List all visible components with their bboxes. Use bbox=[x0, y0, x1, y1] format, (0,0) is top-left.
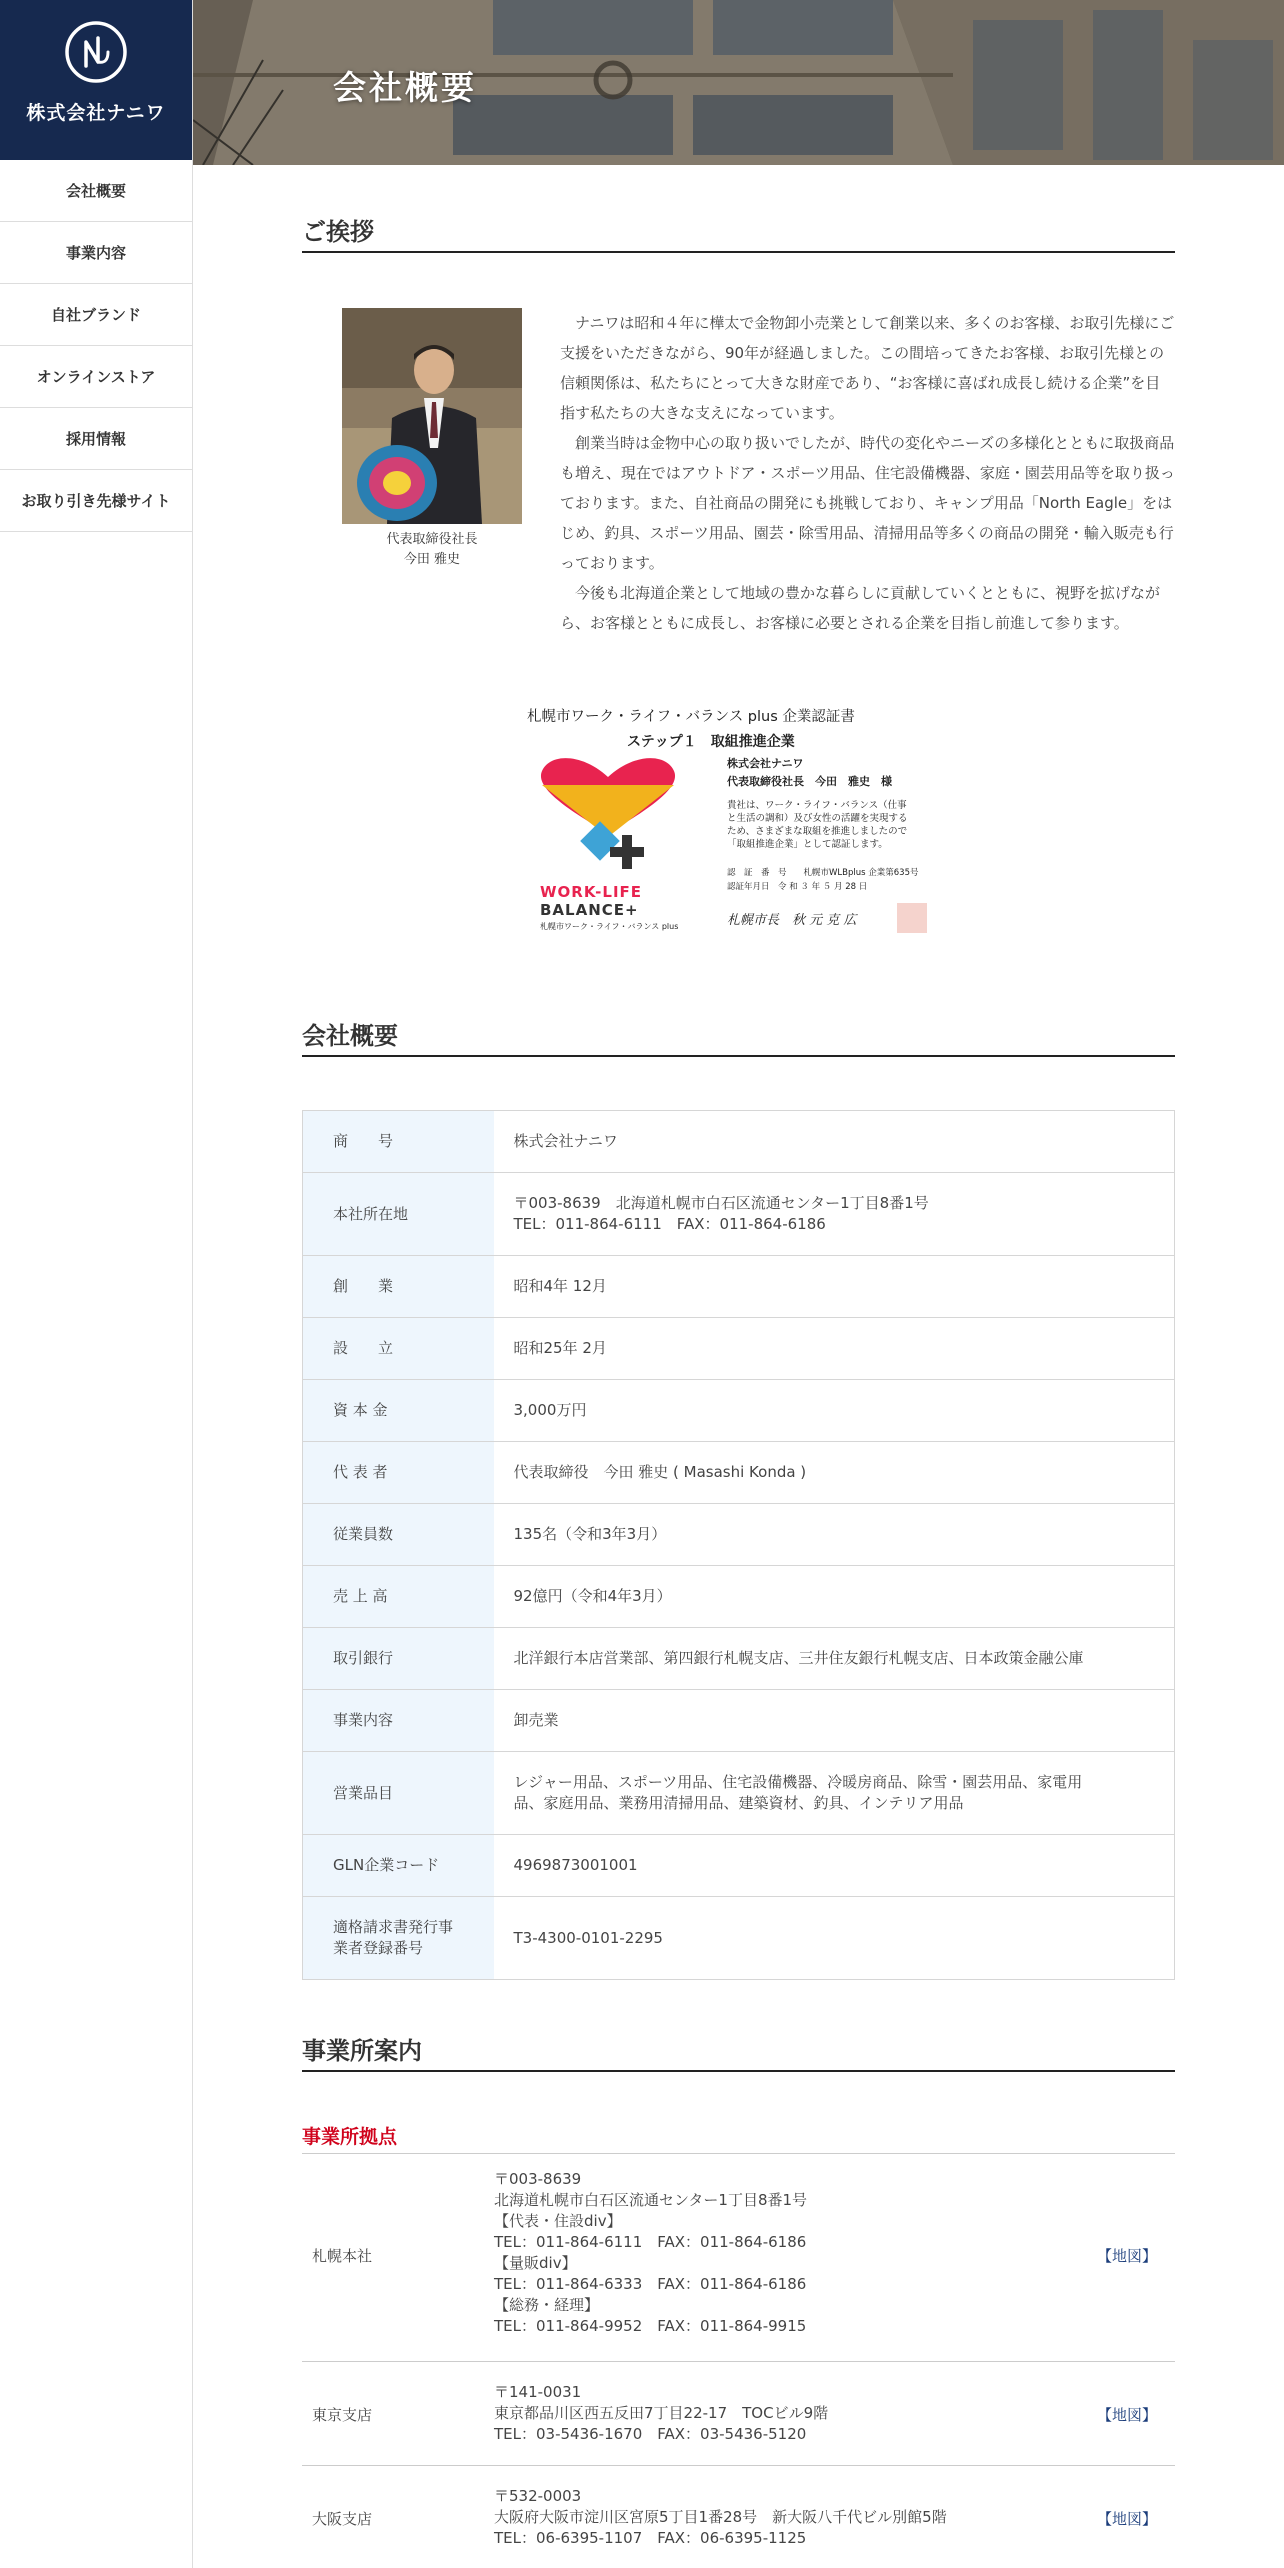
table-row bbox=[303, 1690, 1175, 1752]
company-name: 株式会社ナニワ bbox=[26, 102, 166, 124]
table-row bbox=[303, 1897, 1175, 1980]
overview-value: 昭和4年 12月 bbox=[494, 1256, 1175, 1318]
overview-value: 135名（令和3年3月） bbox=[494, 1504, 1175, 1566]
overview-value bbox=[494, 1752, 1175, 1835]
overview-key: 売 上 高 bbox=[303, 1566, 494, 1628]
cert-body-line: と生活の調和）及び女性の活躍を実現する bbox=[727, 813, 908, 824]
company-logo-icon bbox=[64, 20, 128, 84]
overview-key: 創 業 bbox=[303, 1256, 494, 1318]
president-caption bbox=[342, 530, 522, 570]
office-name: 東京支店 bbox=[312, 2406, 373, 2424]
office-map-link[interactable]: 【地図】 bbox=[1096, 2510, 1157, 2528]
overview-value: 北洋銀行本店営業部、第四銀行札幌支店、三井住友銀行札幌支店、日本政策金融公庫 bbox=[494, 1628, 1175, 1690]
overview-key: GLN企業コード bbox=[303, 1835, 494, 1897]
overview-value bbox=[494, 1173, 1175, 1256]
table-row bbox=[303, 1628, 1175, 1690]
office-row bbox=[302, 2466, 1175, 2568]
page-title: 会社概要 bbox=[333, 68, 477, 107]
table-row bbox=[303, 1752, 1175, 1835]
cert-seal-stamp bbox=[897, 903, 927, 933]
overview-key-line: 業者登録番号 bbox=[333, 1939, 424, 1957]
table-row bbox=[303, 1566, 1175, 1628]
president-title: 代表取締役社長 bbox=[386, 532, 478, 547]
overview-value-line: 〒003-8639 北海道札幌市白石区流通センター1丁目8番1号 bbox=[513, 1194, 929, 1212]
table-row bbox=[303, 1173, 1175, 1256]
table-row bbox=[303, 1111, 1175, 1173]
overview-key: 商 号 bbox=[303, 1111, 494, 1173]
cert-step: ステップ１ 取組推進企業 bbox=[627, 734, 795, 750]
cert-body-line: 「取組推進企業」として認証します。 bbox=[727, 839, 888, 850]
overview-key bbox=[303, 1897, 494, 1980]
office-address: 〒003-8639 北海道札幌市白石区流通センター1丁目8番1号 【代表・住設div】 TEL：011-864-6111 FAX：011-864-6186 【量販div】 TEL：011-864-6333 FAX：011-864-6186 【総務・経理】 TEL：011-864-9952 FAX：011-864-9915 bbox=[494, 2170, 808, 2335]
office-map-link[interactable]: 【地図】 bbox=[1096, 2406, 1157, 2424]
greeting-paragraph: 創業当時は金物中心の取り扱いでしたが、時代の変化やニーズの多様化とともに取扱商品も増え、現在ではアウトドア・スポーツ用品、住宅設備機器、家庭・園芸用品等を取り扱っております。また、自社商品の開発にも挑戦しており、キャンプ用品「North Eagle」をはじめ、釣具、スポーツ用品、園芸・除雪用品、清掃用品等多くの商品の開発・輸入販売も行っております。 bbox=[560, 434, 1175, 572]
office-address: 〒141-0031 東京都品川区西五反田7丁目22-17 TOCビル9階 TEL：03-5436-1670 FAX：03-5436-5120 bbox=[494, 2383, 829, 2443]
overview-heading: 会社概要 bbox=[302, 1016, 1175, 1057]
president-photo bbox=[342, 308, 522, 524]
hero-banner bbox=[193, 0, 1284, 165]
table-row bbox=[303, 1318, 1175, 1380]
overview-value: 3,000万円 bbox=[494, 1380, 1175, 1442]
sidebar-item-business[interactable]: 事業内容 bbox=[0, 222, 192, 284]
president-name: 今田 雅史 bbox=[403, 552, 461, 567]
wlb-logo-sub: 札幌市ワーク・ライフ・バランス plus bbox=[540, 922, 679, 931]
sidebar-item-company[interactable]: 会社概要 bbox=[0, 160, 192, 222]
overview-key: 本社所在地 bbox=[303, 1173, 494, 1256]
overview-value-line: レジャー用品、スポーツ用品、住宅設備機器、冷暖房商品、除雪・園芸用品、家電用 bbox=[513, 1773, 1083, 1791]
office-address: 〒532-0003 大阪府大阪市淀川区宮原5丁目1番28号 新大阪八千代ビル別館5階 TEL：06-6395-1107 FAX：06-6395-1125 bbox=[494, 2487, 947, 2547]
overview-value: 4969873001001 bbox=[494, 1835, 1175, 1897]
sidebar-item-partner-site[interactable]: お取り引き先様サイト bbox=[0, 470, 192, 532]
office-row bbox=[302, 2362, 1175, 2466]
wlb-logo-line1: WORK-LIFE bbox=[540, 883, 643, 901]
overview-value-line: 品、家庭用品、業務用清掃用品、建築資材、釣具、インテリア用品 bbox=[513, 1794, 964, 1812]
overview-key: 営業品目 bbox=[303, 1752, 494, 1835]
greeting-text bbox=[560, 308, 1175, 638]
overview-value: 92億円（令和4年3月） bbox=[494, 1566, 1175, 1628]
cert-company: 株式会社ナニワ bbox=[727, 757, 804, 770]
cert-body-line: 貴社は、ワーク・ライフ・バランス（仕事 bbox=[727, 800, 907, 811]
overview-key: 取引銀行 bbox=[303, 1628, 494, 1690]
greeting-heading: ご挨拶 bbox=[302, 212, 1175, 253]
brand-block[interactable] bbox=[0, 0, 192, 160]
sidebar-nav bbox=[0, 160, 192, 532]
cert-rep: 代表取締役社長 今田 雅史 様 bbox=[727, 775, 892, 788]
office-map-link[interactable]: 【地図】 bbox=[1096, 2247, 1157, 2265]
office-name: 大阪支店 bbox=[312, 2510, 373, 2528]
sidebar-item-recruit[interactable]: 採用情報 bbox=[0, 408, 192, 470]
sidebar-item-brand[interactable]: 自社ブランド bbox=[0, 284, 192, 346]
overview-key: 資 本 金 bbox=[303, 1380, 494, 1442]
overview-value: 株式会社ナニワ bbox=[494, 1111, 1175, 1173]
overview-key: 設 立 bbox=[303, 1318, 494, 1380]
president-photo-block bbox=[342, 308, 522, 570]
table-row bbox=[303, 1380, 1175, 1442]
overview-value: T3-4300-0101-2295 bbox=[494, 1897, 1175, 1980]
overview-value: 卸売業 bbox=[494, 1690, 1175, 1752]
overview-value-line: TEL：011-864-6111 FAX：011-864-6186 bbox=[513, 1215, 826, 1233]
offices-heading: 事業所案内 bbox=[302, 2031, 1175, 2072]
table-row bbox=[303, 1442, 1175, 1504]
office-row bbox=[302, 2151, 1175, 2362]
office-name: 札幌本社 bbox=[312, 2247, 373, 2265]
overview-key: 事業内容 bbox=[303, 1690, 494, 1752]
sidebar bbox=[0, 0, 193, 2568]
overview-value: 代表取締役 今田 雅史 ( Masashi Konda ) bbox=[494, 1442, 1175, 1504]
wlb-logo-line2: BALANCE+ bbox=[540, 901, 639, 919]
overview-key: 従業員数 bbox=[303, 1504, 494, 1566]
sidebar-item-online-store[interactable]: オンラインストア bbox=[0, 346, 192, 408]
cert-signer: 札幌市長 秋 元 克 広 bbox=[727, 913, 857, 928]
greeting-paragraph: 今後も北海道企業として地域の豊かな暮らしに貢献していくとともに、視野を拡げながら、お客様とともに成長し、お客様に必要とされる企業を目指し前進して参ります。 bbox=[560, 584, 1161, 632]
overview-value: 昭和25年 2月 bbox=[494, 1318, 1175, 1380]
table-row bbox=[303, 1504, 1175, 1566]
table-row bbox=[303, 1256, 1175, 1318]
overview-key-line: 適格請求書発行事 bbox=[333, 1918, 454, 1936]
company-overview-table bbox=[302, 1110, 1175, 1980]
wlb-certificate-image bbox=[522, 703, 947, 943]
cert-date: 認証年月日 令 和 ３ 年 ５ 月 28 日 bbox=[727, 882, 868, 892]
overview-key: 代 表 者 bbox=[303, 1442, 494, 1504]
offices-subheading: 事業所拠点 bbox=[302, 2122, 1175, 2154]
cert-body-line: ため、さまざまな取組を推進しましたので bbox=[727, 826, 908, 837]
cert-title: 札幌市ワーク・ライフ・バランス plus 企業認証書 bbox=[527, 709, 855, 725]
table-row bbox=[303, 1835, 1175, 1897]
greeting-paragraph: ナニワは昭和４年に樺太で金物卸小売業として創業以来、多くのお客様、お取引先様にご支援をいただきながら、90年が経過しました。この間培ってきたお客様、お取引先様との信頼関係は、私たちにとって大きな財産であり、“お客様に喜ばれ成長し続ける企業”を目指す私たちの大きな支えになっています。 bbox=[560, 314, 1175, 422]
cert-number: 認 証 番 号 札幌市WLBplus 企業第635号 bbox=[727, 868, 919, 878]
